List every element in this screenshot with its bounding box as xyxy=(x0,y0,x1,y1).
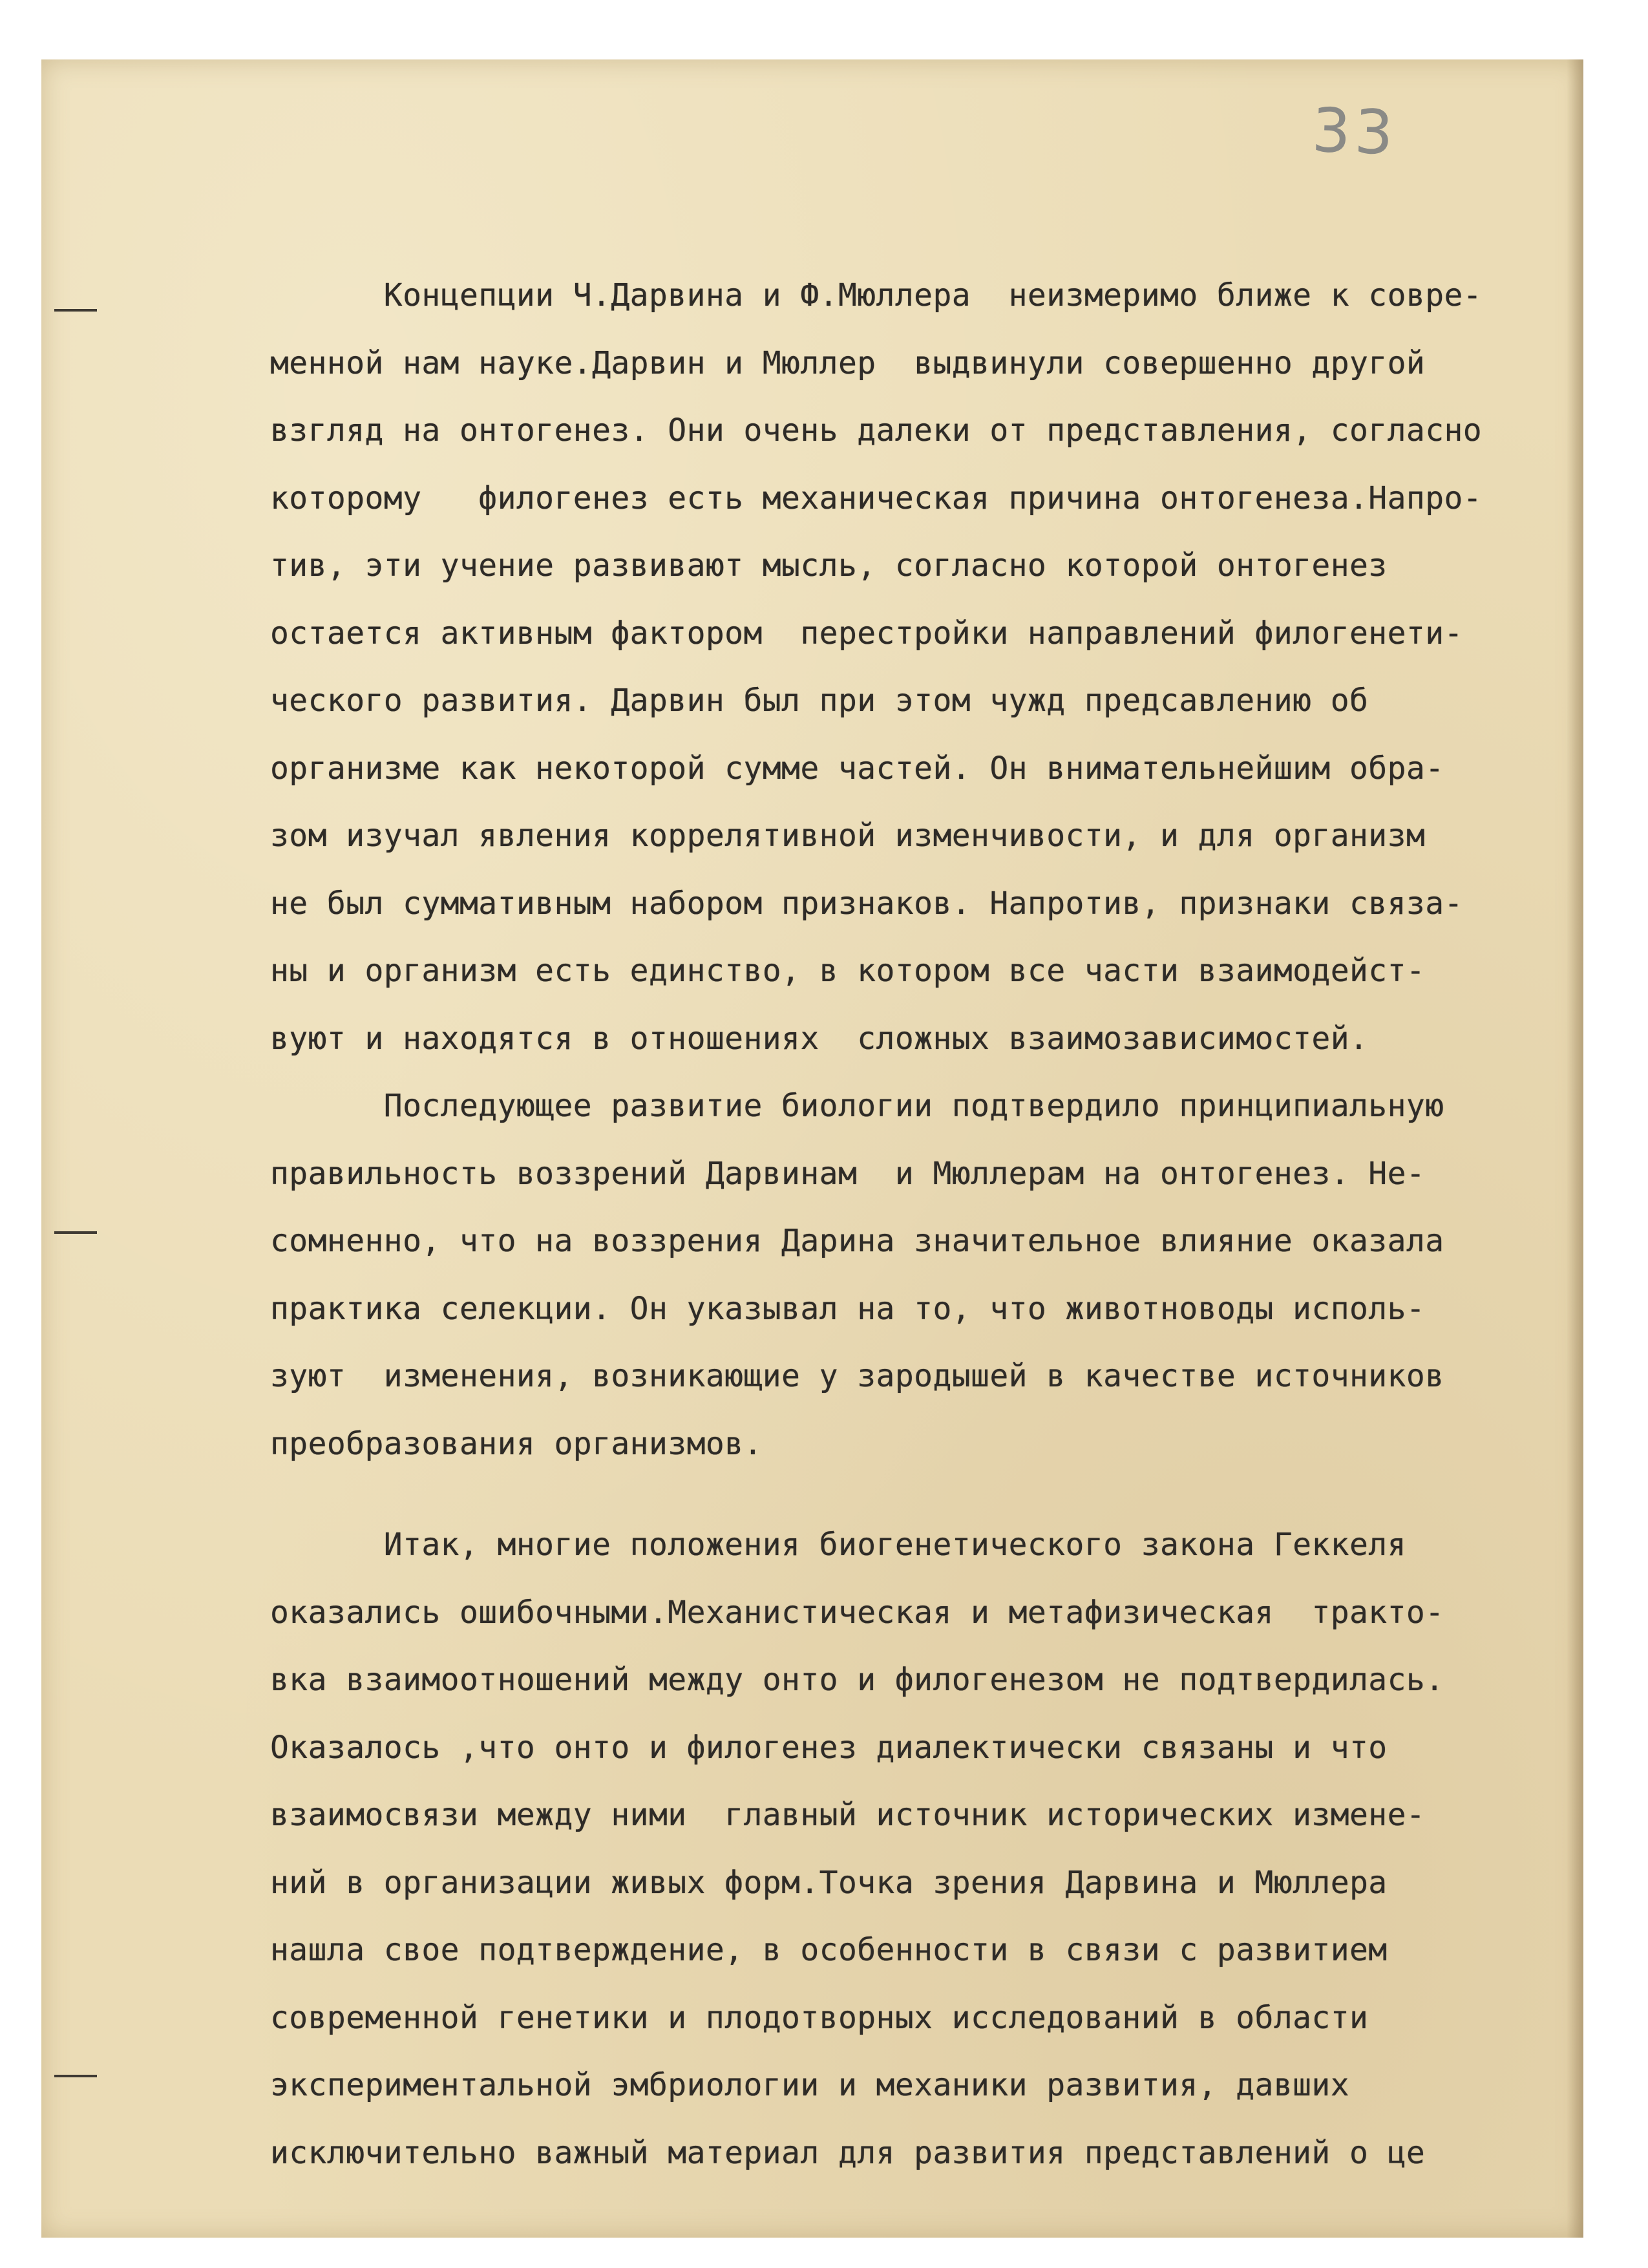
margin-tick xyxy=(54,1231,97,1234)
text-line: взгляд на онтогенез. Они очень далеки от представления, согласно xyxy=(270,412,1483,449)
text-line: нашла свое подтверждение, в особенности в связи с развитием xyxy=(270,1932,1388,1968)
text-line: зом изучал явления коррелятивной изменчивости, и для организм xyxy=(270,818,1426,854)
text-line: вка взаимоотношений между онто и филогенезом не подтвердилась. xyxy=(270,1662,1444,1698)
text-line: взаимосвязи между ними главный источник исторических измене- xyxy=(270,1797,1426,1833)
text-line: современной генетики и плодотворных исследований в области xyxy=(270,1999,1369,2036)
text-line: не был суммативным набором признаков. Напротив, признаки связа- xyxy=(270,885,1463,922)
paragraph-1 xyxy=(270,262,1532,1072)
paragraph-2 xyxy=(270,1072,1532,1478)
text-line: ческого развития. Дарвин был при этом чужд предсавлению об xyxy=(270,683,1369,719)
margin-tick xyxy=(54,309,97,312)
text-line: экспериментальной эмбриологии и механики развития, давших xyxy=(270,2067,1350,2103)
text-line: зуют изменения, возникающие у зародышей в качестве источников xyxy=(270,1358,1444,1394)
text-line: сомненно, что на воззрения Дарина значительное влияние оказала xyxy=(270,1223,1444,1259)
text-line: Концепции Ч.Дарвина и Ф.Мюллера неизмеримо ближе к совре- xyxy=(270,277,1483,313)
text-line: ны и организм есть единство, в котором все части взаимодейст- xyxy=(270,953,1426,989)
text-line: организме как некоторой сумме частей. Он внимательнейшим обра- xyxy=(270,750,1444,787)
text-line: Оказалось ,что онто и филогенез диалектически связаны и что xyxy=(270,1729,1388,1766)
text-line: остается активным фактором перестройки направлений филогенети- xyxy=(270,615,1463,652)
text-line: Итак, многие положения биогенетического закона Геккеля xyxy=(270,1527,1406,1563)
text-line: ний в организации живых форм.Точка зрения Дарвина и Мюллера xyxy=(270,1864,1388,1901)
paragraph-3 xyxy=(270,1511,1532,2187)
paragraph-gap xyxy=(270,1478,1532,1511)
text-line: правильность воззрений Дарвинам и Мюллерам на онтогенез. Не- xyxy=(270,1155,1426,1192)
text-line: которому филогенез есть механическая причина онтогенеза.Напро- xyxy=(270,480,1483,516)
text-line: оказались ошибочными.Механистическая и метафизическая тракто- xyxy=(270,1594,1444,1631)
text-line: практика селекции. Он указывал на то, что животноводы исполь- xyxy=(270,1290,1426,1327)
margin-tick xyxy=(54,2075,97,2077)
page-number: 33 xyxy=(1311,95,1399,169)
text-line: исключительно важный материал для развития представлений о це xyxy=(270,2134,1426,2171)
text-line: тив, эти учение развивают мысль, согласно которой онтогенез xyxy=(270,547,1388,584)
text-line: Последующее развитие биологии подтвердило принципиальную xyxy=(270,1088,1444,1124)
text-line: вуют и находятся в отношениях сложных взаимозависимостей. xyxy=(270,1020,1369,1057)
typed-text-body xyxy=(270,262,1532,2187)
text-line: менной нам науке.Дарвин и Мюллер выдвинули совершенно другой xyxy=(270,344,1426,381)
paper-edge-shadow xyxy=(1567,59,1583,2238)
text-line: преобразования организмов. xyxy=(270,1425,763,1462)
